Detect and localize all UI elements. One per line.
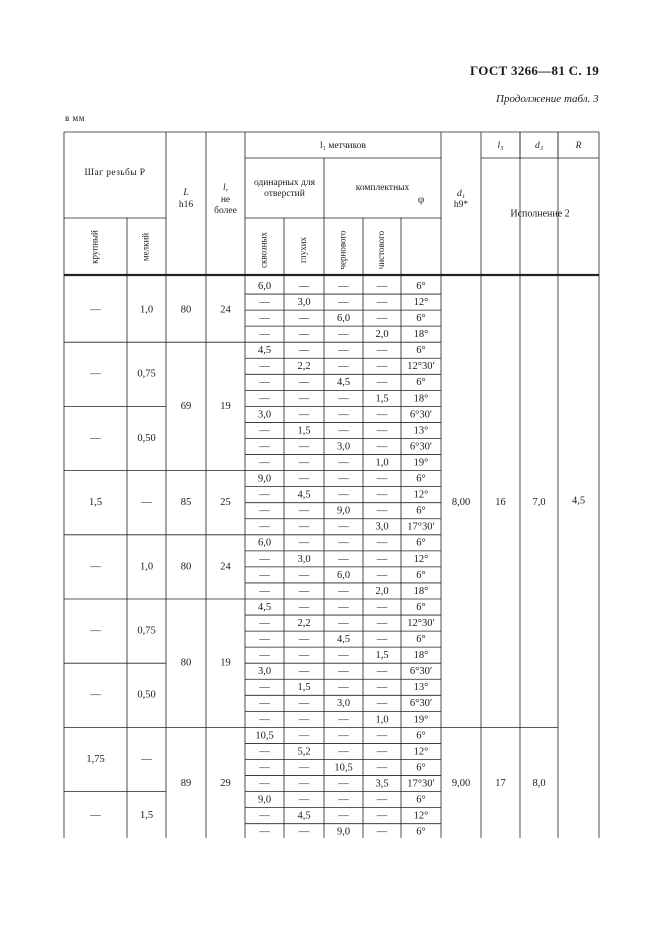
table-cell: 6° — [416, 730, 426, 742]
table-cell: — — [259, 393, 270, 405]
table-cell: — — [298, 650, 310, 662]
table-cell: — — [376, 473, 388, 485]
table-cell: 1,0 — [375, 457, 389, 469]
table-cell: 6° — [416, 313, 426, 325]
table-cell: — — [298, 393, 310, 405]
table-cell: 1,5 — [375, 393, 389, 405]
table-cell: — — [298, 505, 310, 517]
pitch-coarse-cell: 1,75 — [86, 753, 105, 765]
table-cell: 1,5 — [297, 425, 311, 437]
table-cell: 18° — [413, 329, 429, 341]
table-cell: — — [338, 521, 349, 533]
header-blind: глухих — [298, 236, 309, 264]
table-cell: 2,2 — [297, 617, 311, 629]
table-cell: — — [259, 585, 270, 597]
table-cell: — — [298, 794, 310, 806]
table-cell: 3,0 — [336, 441, 351, 453]
table-cell: — — [259, 682, 270, 694]
table-cell: 18° — [413, 393, 429, 405]
table-cell: — — [298, 313, 310, 325]
table-cell: — — [298, 441, 310, 453]
units-label: в мм — [65, 113, 85, 123]
table-cell: — — [376, 553, 388, 565]
table-cell: — — [298, 457, 310, 469]
table-cell: — — [259, 457, 270, 469]
table-cell: — — [376, 361, 388, 373]
table-cell: 6° — [416, 505, 426, 517]
table-cell: 4,5 — [297, 810, 311, 822]
table-cell: — — [338, 601, 349, 613]
table-cell: 1,5 — [375, 650, 389, 662]
table-cell: — — [376, 313, 388, 325]
table-cell: — — [259, 746, 270, 758]
table-cell: — — [298, 666, 310, 678]
table-cell: — — [259, 698, 270, 710]
table-cell: 3,0 — [375, 521, 389, 533]
table-cell: — — [259, 553, 270, 565]
table-cell: 6°30′ — [409, 666, 433, 678]
header-phi: φ — [417, 193, 425, 206]
table-cell: 6° — [416, 473, 426, 485]
pitch-coarse-cell: — — [90, 432, 101, 444]
L-cell: 80 — [180, 561, 192, 573]
header-d1-tolerance: h9* — [453, 200, 469, 211]
L-cell: 69 — [180, 400, 192, 412]
table-cell: — — [259, 826, 270, 838]
table-cell: 19° — [413, 714, 429, 726]
table-cell: — — [298, 778, 310, 790]
table-cell: — — [376, 762, 388, 774]
page-title: ГОСТ 3266—81 С. 19 — [470, 63, 600, 78]
header-through: сквозных — [258, 232, 269, 268]
pitch-fine-cell: 1,0 — [139, 304, 154, 316]
table-cell: — — [376, 810, 388, 822]
pitch-coarse-cell: 1,5 — [88, 497, 103, 509]
header-roughing: чернового — [337, 230, 348, 270]
table-cell: 12° — [413, 810, 429, 822]
table-cell: 9,0 — [257, 473, 272, 485]
table-cell: — — [376, 296, 388, 308]
table-cell: 6° — [416, 280, 426, 292]
table-cell: 6°30′ — [409, 698, 433, 710]
table-cell: — — [298, 569, 310, 581]
table-cell: — — [298, 280, 310, 292]
table-cell: 9,0 — [336, 826, 351, 838]
table-cell: — — [298, 473, 310, 485]
table-cell: — — [259, 361, 270, 373]
table-cell: — — [376, 377, 388, 389]
table-cell: 6,0 — [257, 537, 272, 549]
table-cell: 6°30′ — [409, 441, 433, 453]
table-cell: 17°30′ — [407, 521, 435, 533]
l-cell: 19 — [220, 400, 231, 412]
table-cell: 12°30′ — [407, 617, 435, 629]
table-cell: 10,5 — [255, 730, 274, 742]
pitch-coarse-cell: — — [90, 304, 101, 316]
table-cell: — — [259, 425, 270, 437]
L-cell: 89 — [180, 777, 192, 789]
d1-cell: 9,00 — [451, 777, 471, 789]
table-cell: — — [376, 794, 388, 806]
table-cell: 3,0 — [257, 666, 272, 678]
header-L-tolerance: h16 — [178, 200, 194, 211]
table-cell: — — [338, 810, 349, 822]
header-l: l, — [222, 183, 229, 194]
header-l1-taps: l₁ метчиков — [320, 141, 366, 152]
d3-cell: 8,0 — [532, 777, 546, 789]
table-cell: 12° — [413, 746, 429, 758]
table-cell: — — [376, 345, 388, 357]
table-cell: — — [376, 746, 388, 758]
table-cell: — — [259, 569, 270, 581]
table-cell: — — [338, 537, 349, 549]
l3-cell: 16 — [495, 497, 506, 509]
table-cell: — — [376, 826, 388, 838]
R-cell: 4,5 — [571, 495, 586, 507]
table-cell: — — [338, 280, 349, 292]
header-L: L — [183, 188, 189, 199]
header-single-taps-2: отверстий — [264, 189, 305, 200]
l-cell: 29 — [220, 777, 231, 789]
table-cell: 6° — [416, 569, 426, 581]
table-cell: — — [376, 634, 388, 646]
table-cell: — — [298, 698, 310, 710]
header-d3: d₃ — [534, 141, 544, 152]
table-cell: — — [338, 345, 349, 357]
d1-cell: 8,00 — [451, 497, 471, 509]
L-cell: 80 — [180, 657, 192, 669]
table-cell: — — [338, 682, 349, 694]
table-cell: — — [376, 425, 388, 437]
table-cell: 3,5 — [375, 778, 389, 790]
table-cell: — — [338, 409, 349, 421]
table-cell: — — [376, 537, 388, 549]
table-cell: — — [298, 826, 310, 838]
header-single-taps-1: одинарных для — [254, 178, 315, 189]
table-cell: 6° — [416, 762, 426, 774]
table-cell: — — [298, 585, 310, 597]
table-cell: — — [298, 730, 310, 742]
table-cell: — — [338, 617, 349, 629]
table-cell: 5,2 — [297, 746, 311, 758]
header-execution-2: Исполнение 2 — [510, 208, 570, 220]
table-continuation-label: Продолжение табл. 3 — [496, 93, 599, 105]
table-cell: 4,5 — [257, 345, 272, 357]
l-cell: 24 — [220, 561, 231, 573]
table-cell: 3,0 — [257, 409, 272, 421]
table-cell: — — [338, 746, 349, 758]
table-cell: 10,5 — [334, 762, 353, 774]
table-cell: — — [298, 345, 310, 357]
pitch-coarse-cell: — — [90, 625, 101, 637]
header-finishing: чистового — [376, 230, 387, 270]
table-cell: — — [259, 377, 270, 389]
header-l3: l₃ — [497, 141, 504, 152]
table-cell: 4,5 — [257, 601, 272, 613]
table-cell: — — [259, 634, 270, 646]
table-cell: — — [259, 650, 270, 662]
table-cell: — — [338, 794, 349, 806]
table-cell: — — [298, 537, 310, 549]
table-cell: — — [259, 313, 270, 325]
table-cell: 18° — [413, 585, 429, 597]
table-cell: 4,5 — [297, 489, 311, 501]
pitch-coarse-cell: — — [90, 810, 101, 822]
d3-cell: 7,0 — [532, 497, 546, 509]
table-cell: — — [338, 730, 349, 742]
l-cell: 25 — [220, 497, 231, 509]
pitch-fine-cell: — — [141, 497, 152, 509]
pitch-coarse-cell: — — [90, 689, 101, 701]
table-cell: — — [298, 601, 310, 613]
L-cell: 85 — [180, 497, 192, 509]
table-cell: — — [338, 393, 349, 405]
table-cell: 13° — [413, 425, 429, 437]
table-cell: 18° — [413, 650, 429, 662]
table-cell: 12°30′ — [407, 361, 435, 373]
header-l-note-1: не — [220, 195, 231, 206]
table-cell: — — [376, 682, 388, 694]
table-cell: 6°30′ — [409, 409, 433, 421]
header-l-note-2: более — [214, 206, 237, 217]
pitch-fine-cell: 1,5 — [139, 810, 154, 822]
table-cell: — — [338, 296, 349, 308]
table-cell: 4,5 — [336, 377, 351, 389]
table-cell: — — [338, 553, 349, 565]
table-cell: 12° — [413, 553, 429, 565]
table-cell: — — [338, 666, 349, 678]
table-cell: 12° — [413, 296, 429, 308]
table-cell: 2,2 — [297, 361, 311, 373]
table-cell: — — [338, 425, 349, 437]
table-cell: 2,0 — [375, 329, 389, 341]
table-cell: 6,0 — [336, 569, 351, 581]
table-cell: 6° — [416, 345, 426, 357]
pitch-fine-cell: 0,50 — [137, 432, 156, 444]
pitch-fine-cell: — — [141, 753, 152, 765]
table-cell: — — [376, 698, 388, 710]
table-cell: — — [259, 489, 270, 501]
header-complete-taps: комплектных — [355, 183, 410, 194]
table-cell: — — [376, 489, 388, 501]
table-cell: 3,0 — [297, 553, 311, 565]
table-cell: 6,0 — [336, 313, 351, 325]
table-cell: — — [376, 280, 388, 292]
table-cell: — — [259, 329, 270, 341]
table-cell: — — [259, 778, 270, 790]
table-cell: — — [338, 489, 349, 501]
table-cell: — — [376, 441, 388, 453]
table-cell: — — [259, 521, 270, 533]
table-cell: — — [259, 296, 270, 308]
table-cell: 9,0 — [257, 794, 272, 806]
table-cell: 1,5 — [297, 682, 311, 694]
pitch-fine-cell: 1,0 — [139, 561, 154, 573]
table-cell: 19° — [413, 457, 429, 469]
header-R: R — [575, 141, 582, 152]
table-cell: — — [338, 778, 349, 790]
table-cell: 6° — [416, 601, 426, 613]
table-cell: 2,0 — [375, 585, 389, 597]
table-cell: — — [259, 810, 270, 822]
pitch-coarse-cell: — — [90, 561, 101, 573]
table-cell: — — [376, 666, 388, 678]
table-cell: — — [376, 730, 388, 742]
table-cell: 6° — [416, 634, 426, 646]
table-cell: — — [259, 505, 270, 517]
table-cell: — — [338, 361, 349, 373]
L-cell: 80 — [180, 304, 192, 316]
table-cell: — — [376, 505, 388, 517]
table-cell: — — [338, 473, 349, 485]
table-cell: — — [259, 441, 270, 453]
header-fine: мелкий — [140, 232, 151, 262]
table-cell: — — [338, 714, 349, 726]
l-cell: 24 — [220, 304, 231, 316]
table-cell: 6° — [416, 794, 426, 806]
header-coarse: крупный — [89, 230, 100, 264]
table-cell: — — [259, 714, 270, 726]
table-cell: 4,5 — [336, 634, 351, 646]
table-cell: — — [298, 521, 310, 533]
pitch-coarse-cell: — — [90, 368, 101, 380]
table-cell: 13° — [413, 682, 429, 694]
table-cell: 9,0 — [336, 505, 351, 517]
table-cell: — — [376, 569, 388, 581]
table-cell: — — [298, 714, 310, 726]
pitch-fine-cell: 0,50 — [137, 689, 156, 701]
table-cell: — — [338, 457, 349, 469]
table-cell: 6° — [416, 537, 426, 549]
table-cell: — — [298, 377, 310, 389]
table-cell: — — [298, 762, 310, 774]
table-cell: — — [338, 650, 349, 662]
table-cell: 1,0 — [375, 714, 389, 726]
table-cell: 3,0 — [336, 698, 351, 710]
table-cell: — — [376, 601, 388, 613]
header-thread-pitch: Шаг резьбы P — [84, 168, 146, 179]
table-cell: — — [298, 634, 310, 646]
l3-cell: 17 — [495, 777, 506, 789]
pitch-fine-cell: 0,75 — [137, 368, 156, 380]
table-cell: 6° — [416, 826, 426, 838]
table-cell: — — [376, 409, 388, 421]
table-cell: 17°30′ — [407, 778, 435, 790]
table-cell: — — [376, 617, 388, 629]
table-cell: — — [259, 762, 270, 774]
table-cell: — — [338, 329, 349, 341]
pitch-fine-cell: 0,75 — [137, 625, 156, 637]
table-cell: — — [259, 617, 270, 629]
table-cell: — — [298, 409, 310, 421]
table-cell: 6° — [416, 377, 426, 389]
table-cell: 3,0 — [297, 296, 311, 308]
l-cell: 19 — [220, 657, 231, 669]
header-d1: d₁ — [456, 189, 466, 200]
table-cell: 12° — [413, 489, 429, 501]
table-cell: 6,0 — [257, 280, 272, 292]
table-cell: — — [298, 329, 310, 341]
table-cell: — — [338, 585, 349, 597]
